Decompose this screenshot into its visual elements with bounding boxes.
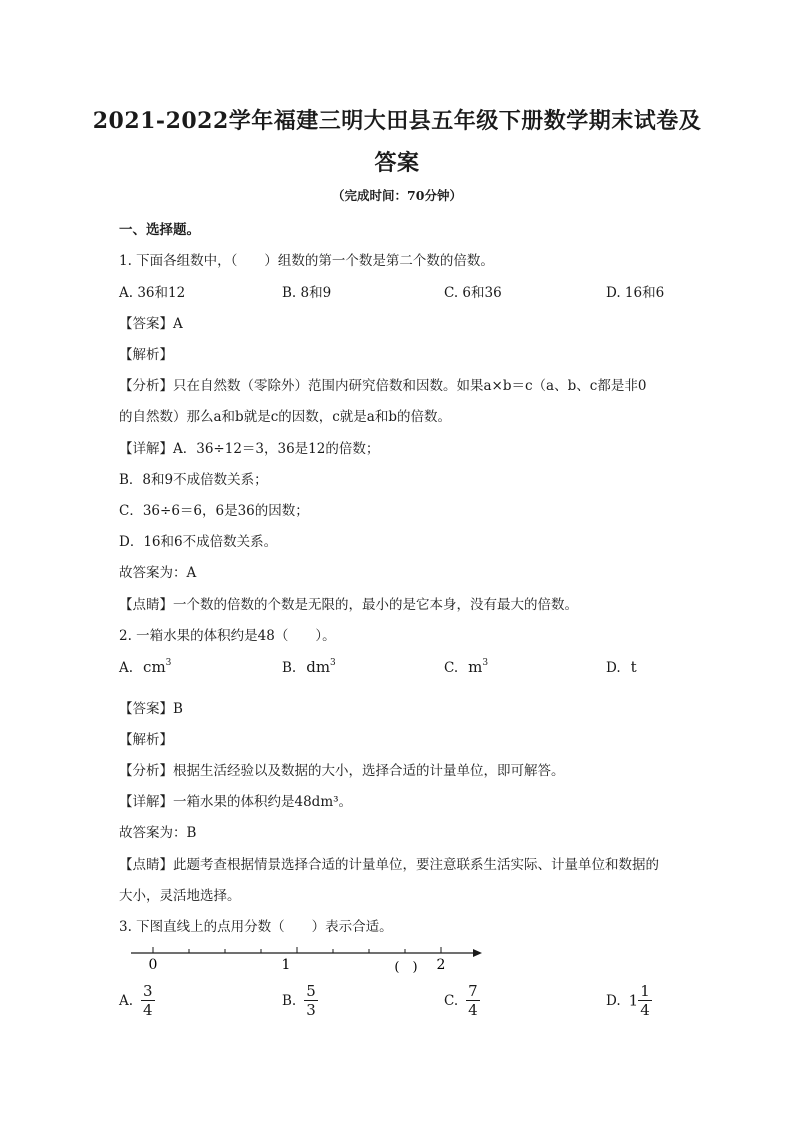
q3-number-line <box>125 938 495 978</box>
q1-option-d: D. 16和6 <box>606 285 665 301</box>
number-line-ticks <box>153 947 441 953</box>
q2-option-a <box>119 658 171 676</box>
q2-option-c-exp: 3 <box>482 658 489 668</box>
q3-option-a-denominator: 4 <box>143 1001 153 1019</box>
q2-option-c-unit: m <box>468 658 483 676</box>
exam-time-note: （完成时间：70分钟） <box>332 188 462 203</box>
q3-option-c-numerator: 7 <box>468 982 478 1000</box>
q3-option-b-label: B. <box>282 992 297 1009</box>
q1-option-a: A. 36和12 <box>119 285 186 301</box>
q2-option-b-unit: dm <box>306 658 331 676</box>
q3-option-a <box>119 982 155 1019</box>
number-line-label-1: 1 <box>281 957 291 973</box>
q2-detail: 【详解】一箱水果的体积约是48dm³。 <box>119 794 353 810</box>
q2-option-d-label: D. <box>606 660 621 676</box>
q2-option-d <box>606 658 637 676</box>
q3-option-b-denominator: 3 <box>306 1001 316 1019</box>
q3-option-b <box>282 982 318 1019</box>
q3-option-c-fraction <box>466 982 480 1019</box>
q3-option-c-denominator: 4 <box>468 1001 478 1019</box>
section-heading: 一、选择题。 <box>119 222 200 238</box>
q3-option-d-whole: 1 <box>628 991 639 1010</box>
q3-option-c-label: C. <box>444 992 459 1009</box>
q2-option-a-exp: 3 <box>165 658 172 668</box>
q2-option-c-label: C. <box>444 660 459 676</box>
q3-stem: 3. 下图直线上的点用分数（ ）表示合适。 <box>119 919 393 935</box>
q2-stem: 2. 一箱水果的体积约是48（ ）。 <box>119 628 336 644</box>
q1-fenxi-line-1: 【分析】只在自然数（零除外）范围内研究倍数和因数。如果a×b＝c（a、b、c都是非0 <box>119 378 647 394</box>
q1-detail-a: 【详解】A．36÷12＝3，36是12的倍数； <box>119 441 380 457</box>
number-line-blank: ( ) <box>394 960 418 975</box>
q2-option-b-label: B. <box>282 660 297 676</box>
q1-fenxi-line-2: 的自然数）那么a和b就是c的因数，c就是a和b的倍数。 <box>119 409 452 425</box>
q2-option-b <box>282 658 336 676</box>
q2-option-a-unit: cm <box>143 658 166 676</box>
q1-answer: 【答案】A <box>119 316 183 332</box>
exam-title-line-2: 答案 <box>374 150 420 176</box>
q1-detail-c: C．36÷6＝6，6是36的因数； <box>119 503 309 519</box>
q1-detail-d: D．16和6不成倍数关系。 <box>119 534 278 550</box>
q2-option-b-exp: 3 <box>330 658 336 668</box>
q3-option-b-numerator: 5 <box>306 982 316 1000</box>
q3-option-b-fraction <box>304 982 318 1019</box>
q3-option-d <box>606 982 652 1019</box>
q2-answer: 【答案】B <box>119 701 183 717</box>
q1-detail-b: B．8和9不成倍数关系； <box>119 472 268 488</box>
q3-option-a-label: A. <box>119 992 134 1009</box>
number-line-label-0: 0 <box>148 957 158 973</box>
q1-analysis-label: 【解析】 <box>119 347 173 363</box>
q2-note-line-2: 大小，灵活地选择。 <box>119 888 241 904</box>
q2-final-answer: 故答案为：B <box>119 825 197 841</box>
q2-analysis-label: 【解析】 <box>119 732 173 748</box>
q2-option-a-label: A. <box>119 660 134 676</box>
q3-option-d-denominator: 4 <box>640 1001 650 1019</box>
q3-option-a-numerator: 3 <box>143 982 153 1000</box>
q3-option-d-fraction <box>638 982 652 1019</box>
q1-final-answer: 故答案为：A <box>119 565 197 581</box>
q3-option-c <box>444 982 480 1019</box>
q2-option-c <box>444 658 488 676</box>
number-line-label-2: 2 <box>436 957 446 973</box>
number-line-arrow <box>473 949 482 957</box>
q2-fenxi: 【分析】根据生活经验以及数据的大小，选择合适的计量单位，即可解答。 <box>119 763 565 779</box>
exam-title-line-1: 2021-2022学年福建三明大田县五年级下册数学期末试卷及 <box>92 108 702 134</box>
q1-option-b: B. 8和9 <box>282 285 332 301</box>
q2-option-d-unit: t <box>630 658 637 676</box>
q3-option-d-label: D. <box>606 992 621 1009</box>
q2-note-line-1: 【点睛】此题考查根据情景选择合适的计量单位，要注意联系生活实际、计量单位和数据的 <box>119 857 659 873</box>
q1-note: 【点睛】一个数的倍数的个数是无限的，最小的是它本身，没有最大的倍数。 <box>119 597 578 613</box>
q3-option-d-numerator: 1 <box>640 982 650 1000</box>
q1-option-c: C. 6和36 <box>444 285 502 301</box>
q1-stem: 1. 下面各组数中，（ ）组数的第一个数是第二个数的倍数。 <box>119 253 494 269</box>
q3-option-a-fraction <box>141 982 155 1019</box>
